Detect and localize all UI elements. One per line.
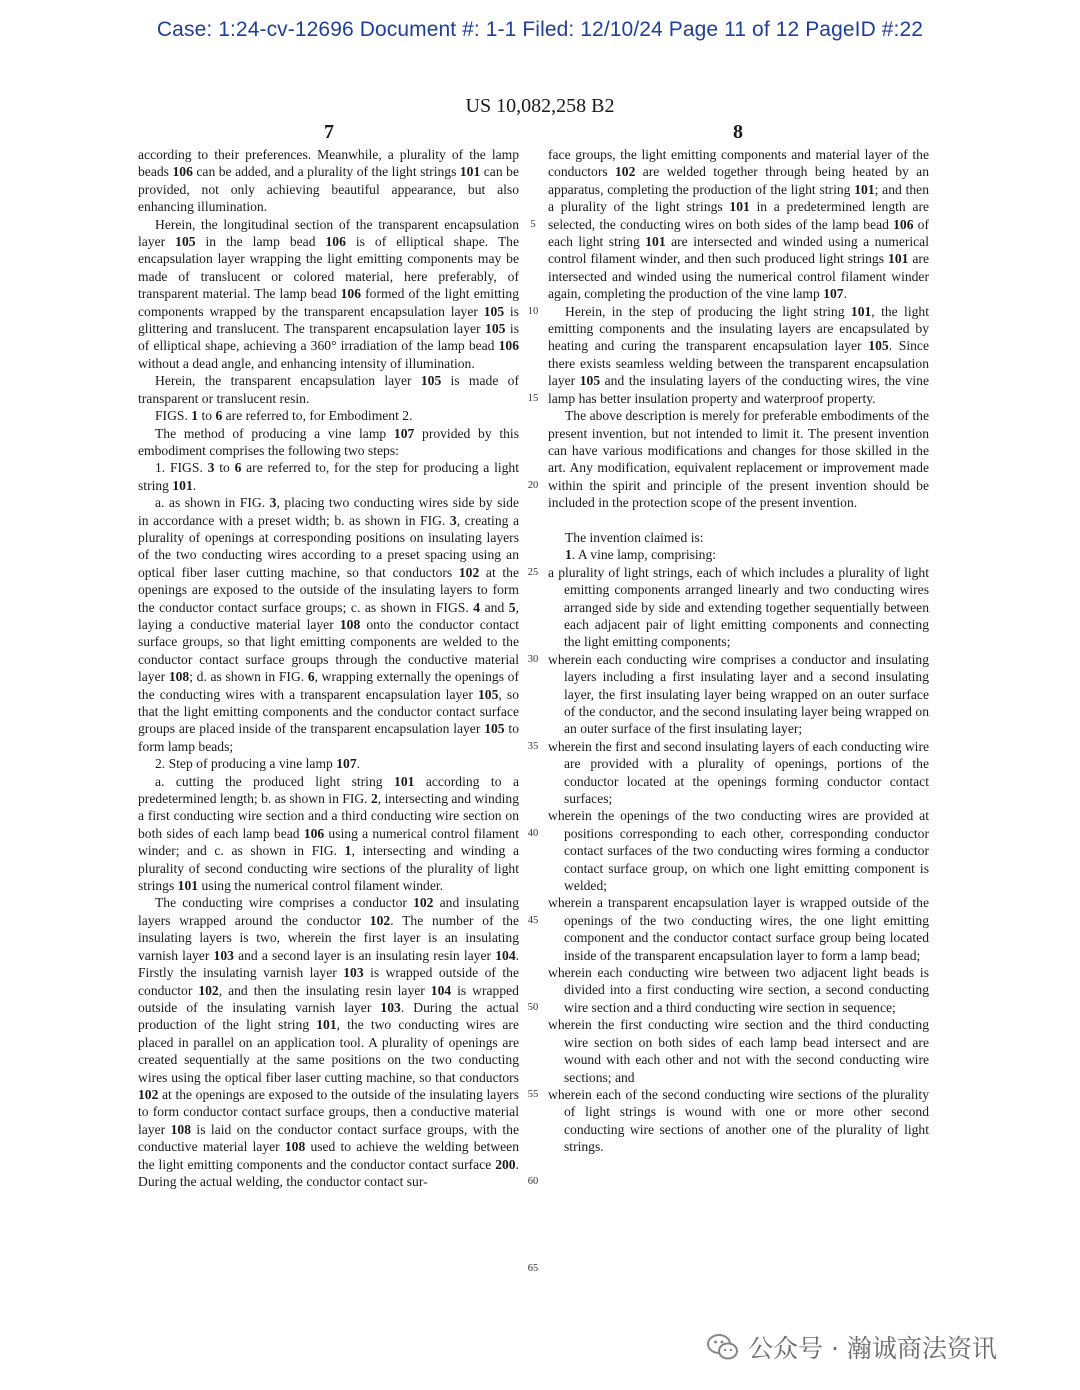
line-number: 50 xyxy=(527,1001,539,1013)
paragraph: face groups, the light emitting components and material layer of the conductors 102 are welded together through being heated by an apparatus, completing the production of the light string 101; and then a plurality of the light strings 101 in a predetermined length are selected, the conducting wires on both sides of the lamp bead 106 of each light string 101 are intersected and winded using a numerical control filament winder, and then such produced light strings 101 are intersected and winded using the numerical control filament winder again, completing the production of the vine lamp 107. xyxy=(548,147,929,302)
paragraph: according to their preferences. Meanwhile, a plurality of the lamp beads 106 can be added, and a plurality of the light strings 101 can be provided, not only achieving beautiful appearance, but also enhancing illumination. xyxy=(138,147,519,215)
line-number: 30 xyxy=(527,653,539,665)
left-column-number: 7 xyxy=(324,121,334,143)
paragraph: a. cutting the produced light string 101 according to a predetermined length; b. as shown in FIG. 2, intersecting and winding a first conducting wire section and a third conducting wire section on both sides of each lamp bead 106 using a numerical control filament winder; and c. as shown in FIG. 1, intersecting and winding a plurality of second conducting wire sections of the plurality of light strings 101 using the numerical control filament winder. xyxy=(138,773,519,894)
line-number: 35 xyxy=(527,740,539,752)
line-number: 45 xyxy=(527,914,539,926)
line-number: 15 xyxy=(527,392,539,404)
line-number: 5 xyxy=(530,218,536,230)
line-number: 40 xyxy=(527,827,539,839)
paragraph: Herein, the longitudinal section of the transparent encapsulation layer 105 in the lamp bead 106 is of elliptical shape. The encapsulation layer wrapping the light emitting components may be made of translucent or colored material, here preferably, of transparent material. The lamp bead 106 formed of the light emitting components wrapped by the transparent encapsulation layer 105 is glittering and translucent. The transparent encapsulation layer 105 is of elliptical shape, achieving a 360° irradiation of the lamp bead 106 without a dead angle, and enhancing intensity of illumination. xyxy=(138,216,519,371)
right-text-column xyxy=(548,146,929,1156)
claim-clause: wherein each conducting wire comprises a conductor and insulating layers including a first insulating layer and a second insulating layer, the first insulating layer being wrapped on an outer surface of the conductor, and the second insulating layer being wrapped on an outer surface of the first insulating layer; xyxy=(548,651,929,737)
wechat-icon xyxy=(706,1330,740,1364)
claim-clause: wherein the first and second insulating layers of each conducting wire are provided with a plurality of openings, portions of the conductor located at the openings forming conductor contact surfaces; xyxy=(548,738,929,807)
paragraph: The conducting wire comprises a conductor 102 and insulating layers wrapped around the conductor 102. The number of the insulating layers is two, wherein the first layer is an insulating varnish layer 103 and a second layer is an insulating resin layer 104. Firstly the insulating varnish layer 103 is wrapped outside of the conductor 102, and then the insulating resin layer 104 is wrapped outside of the insulating varnish layer 103. During the actual production of the light string 101, the two conducting wires are placed in parallel on an application tool. A plurality of openings are created sequentially at the same positions on the two conducting wires using the optical fiber laser cutting machine, so that conductors 102 at the openings are exposed to the outside of the insulating layers to form conductor contact surface groups, then a conductive material layer 108 is laid on the conductor contact surface groups, with the conductive material layer 108 used to achieve the welding between the light emitting components and the conductor contact surface 200. During the actual welding, the conductor contact sur- xyxy=(138,895,520,1189)
line-number: 10 xyxy=(527,305,539,317)
line-number: 20 xyxy=(527,479,539,491)
claim-clause: a plurality of light strings, each of which includes a plurality of light emitting components arranged linearly and two conducting wires arranged side by side and extending together sequentially between each adjacent pair of light emitting components and connecting the light emitting components; xyxy=(548,564,929,650)
claim-clause: wherein each of the second conducting wire sections of the plurality of light strings is wound with one or more other second conducting wire sections of another one of the plurality of light strings. xyxy=(548,1086,929,1155)
line-number: 60 xyxy=(527,1175,539,1187)
paragraph: The above description is merely for preferable embodiments of the present invention, but not intended to limit it. The present invention can have various modifications and changes for those skilled in the art. Any modification, equivalent replacement or improvement made within the spirit and principle of the present invention should be included in the protection scope of the present invention. xyxy=(548,408,929,511)
line-number: 55 xyxy=(527,1088,539,1100)
paragraph: Herein, in the step of producing the light string 101, the light emitting components and the insulating layers are encapsulated by heating and curing the transparent encapsulation layer 105. Since there exists seamless welding between the transparent encapsulation layer 105 and the insulating layers of the conducting wires, the vine lamp has better insulation property and waterproof property. xyxy=(548,303,930,406)
right-column-number: 8 xyxy=(733,121,743,143)
paragraph: The method of producing a vine lamp 107 provided by this embodiment comprises the following two steps: xyxy=(138,425,519,458)
claim-clause: wherein the openings of the two conducting wires are provided at positions corresponding to each other, corresponding conductor contact surfaces of the two conducting wires forming a conductor contact surface group, on which one light emitting component is welded; xyxy=(548,808,929,894)
left-text-column xyxy=(138,146,519,1190)
paragraph: 1. A vine lamp, comprising: xyxy=(565,547,717,563)
paragraph: 1. FIGS. 3 to 6 are referred to, for the step for producing a light string 101. xyxy=(138,460,520,493)
watermark xyxy=(706,1324,997,1370)
watermark-text: 公众号 · 瀚诚商法资讯 xyxy=(748,1334,997,1363)
paragraph: a. as shown in FIG. 3, placing two conducting wires side by side in accordance with a preset width; b. as shown in FIG. 3, creating a plurality of openings at corresponding positions on insulating layers of the two conducting wires according to a preset spacing using an optical fiber laser cutting machine, so that conductors 102 at the openings are exposed to the outside of the insulating layers to form the conductor contact surface groups; c. as shown in FIGS. 4 and 5, laying a conductive material layer 108 onto the conductor contact surface groups, so that light emitting components are welded to the conductor contact surface groups through the conductive material layer 108; d. as shown in FIG. 6, wrapping externally the openings of the conducting wires with a transparent encapsulation layer 105, so that the light emitting components and the conductor contact surface groups are placed inside of the transparent encapsulation layer 105 to form lamp beads; xyxy=(138,495,520,754)
line-number: 65 xyxy=(527,1262,539,1274)
paragraph-gap xyxy=(548,512,929,529)
paragraph: FIGS. 1 to 6 are referred to, for Embodiment 2. xyxy=(155,408,413,424)
paragraph: 2. Step of producing a vine lamp 107. xyxy=(155,756,361,772)
claim-clause: wherein the first conducting wire section and the third conducting wire section on both sides of each lamp bead intersect and are wound with each other and not with the second conducting wire sections; and xyxy=(548,1017,929,1085)
line-number: 25 xyxy=(527,566,539,578)
paragraph: Herein, the transparent encapsulation layer 105 is made of transparent or translucent resin. xyxy=(138,373,519,406)
case-header: Case: 1:24-cv-12696 Document #: 1-1 Filed: 12/10/24 Page 11 of 12 PageID #:22 xyxy=(156,18,924,41)
claim-clause: wherein a transparent encapsulation layer is wrapped outside of the openings of the two conducting wires, the one light emitting component and the conductor contact surface group being located inside of the transparent encapsulation layer to form a lamp bead; xyxy=(548,895,929,963)
patent-number: US 10,082,258 B2 xyxy=(465,95,615,117)
paragraph: The invention claimed is: xyxy=(565,529,704,545)
claim-clause: wherein each conducting wire between two adjacent light beads is divided into a first conducting wire section, a second conducting wire section and a third conducting wire section in sequence; xyxy=(548,965,929,1015)
